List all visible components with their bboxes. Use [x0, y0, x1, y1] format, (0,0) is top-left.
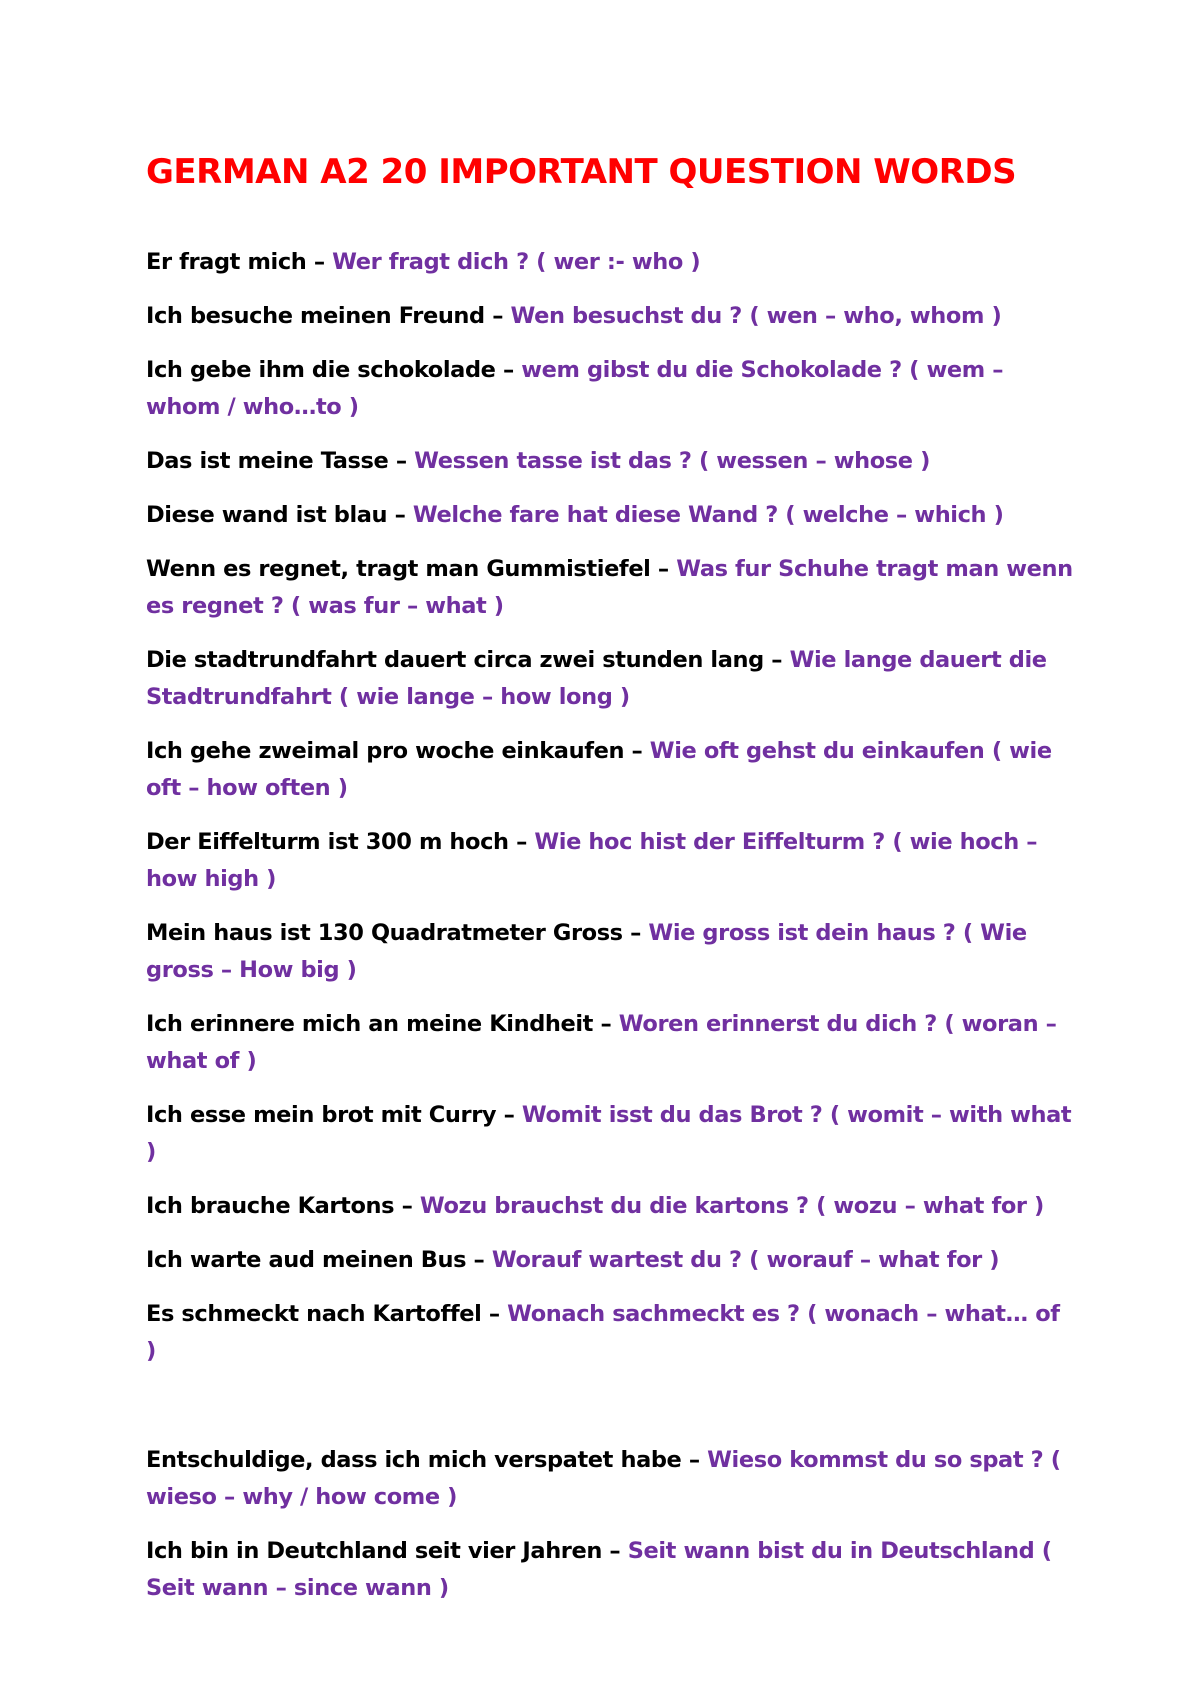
entry-3	[146, 352, 1076, 426]
question: Wen besuchst du ? ( wen – who, whom )	[510, 303, 1002, 329]
separator: –	[388, 448, 415, 474]
entry-1	[146, 244, 1076, 281]
question: Woren erinnerst du dich ? ( woran – what of )	[146, 1011, 1057, 1074]
separator: –	[681, 1447, 708, 1473]
separator: –	[495, 357, 522, 383]
separator: –	[394, 1193, 420, 1219]
separator: –	[466, 1247, 492, 1273]
document-title: GERMAN A2 20 IMPORTANT QUESTION WORDS	[146, 152, 1017, 192]
entry-2	[146, 298, 1076, 335]
question: Wie hoc hist der Eiffelturm ? ( wie hoch – how high )	[146, 829, 1038, 892]
question: Wie lange dauert die Stadtrundfahrt ( wie lange – how long )	[146, 647, 1047, 710]
question: Wie gross ist dein haus ? ( Wie gross – How big )	[146, 920, 1027, 983]
entry-13	[146, 1188, 1076, 1225]
entry-5	[146, 497, 1076, 534]
question: Wer fragt dich ? ( wer :- who )	[332, 249, 701, 275]
statement: Ich besuche meinen Freund	[146, 303, 485, 329]
question: Wozu brauchst du die kartons ? ( wozu – what for )	[419, 1193, 1044, 1219]
separator: –	[593, 1011, 619, 1037]
entry-4	[146, 443, 1076, 480]
entry-7	[146, 642, 1076, 716]
statement: Wenn es regnet, tragt man Gummistiefel	[146, 556, 651, 582]
statement: Das ist meine Tasse	[146, 448, 389, 474]
entry-17	[146, 1533, 1076, 1607]
separator: –	[622, 920, 649, 946]
question: Welche fare hat diese Wand ? ( welche – which )	[412, 502, 1004, 528]
separator: –	[624, 738, 650, 764]
statement: Ich erinnere mich an meine Kindheit	[146, 1011, 594, 1037]
statement: Diese wand ist blau	[146, 502, 388, 528]
statement: Mein haus ist 130 Quadratmeter Gross	[146, 920, 623, 946]
question: Worauf wartest du ? ( worauf – what for )	[491, 1247, 1000, 1273]
separator: –	[484, 303, 511, 329]
question: Womit isst du das Brot ? ( womit – with what )	[146, 1102, 1072, 1165]
paragraph-gap	[146, 1387, 1076, 1442]
statement: Ich brauche Kartons	[146, 1193, 395, 1219]
entry-9	[146, 824, 1076, 898]
statement: Ich esse mein brot mit Curry	[146, 1102, 497, 1128]
statement: Ich bin in Deutchland seit vier Jahren	[146, 1538, 602, 1564]
question: Seit wann bist du in Deutschland ( Seit wann – since wann )	[146, 1538, 1052, 1601]
entry-12	[146, 1097, 1076, 1171]
question: Wieso kommst du so spat ? ( wieso – why / how come )	[146, 1447, 1061, 1510]
separator: –	[306, 249, 333, 275]
separator: –	[763, 647, 790, 673]
entry-8	[146, 733, 1076, 807]
separator: –	[496, 1102, 522, 1128]
statement: Er fragt mich	[146, 249, 307, 275]
entry-15	[146, 1296, 1076, 1370]
question: wem gibst du die Schokolade ? ( wem – whom / who…to )	[146, 357, 1004, 420]
statement: Die stadtrundfahrt dauert circa zwei stunden lang	[146, 647, 764, 673]
question: Wonach sachmeckt es ? ( wonach – what… of )	[146, 1301, 1060, 1364]
statement: Der Eiffelturm ist 300 m hoch	[146, 829, 509, 855]
statement: Es schmeckt nach Kartoffel	[146, 1301, 482, 1327]
question: Wessen tasse ist das ? ( wessen – whose )	[414, 448, 930, 474]
entry-10	[146, 915, 1076, 989]
entry-16	[146, 1442, 1076, 1516]
entry-11	[146, 1006, 1076, 1080]
separator: –	[387, 502, 413, 528]
entry-6	[146, 551, 1076, 625]
entry-14	[146, 1242, 1076, 1279]
statement: Ich gehe zweimal pro woche einkaufen	[146, 738, 625, 764]
question: Wie oft gehst du einkaufen ( wie oft – how often )	[146, 738, 1052, 801]
statement: Entschuldige, dass ich mich verspatet habe	[146, 1447, 682, 1473]
separator: –	[481, 1301, 508, 1327]
statement: Ich warte aud meinen Bus	[146, 1247, 467, 1273]
document-page	[146, 150, 1076, 1624]
separator: –	[650, 556, 677, 582]
separator: –	[508, 829, 535, 855]
separator: –	[601, 1538, 628, 1564]
statement: Ich gebe ihm die schokolade	[146, 357, 496, 383]
question: Was fur Schuhe tragt man wenn es regnet ? ( was fur – what )	[146, 556, 1073, 619]
